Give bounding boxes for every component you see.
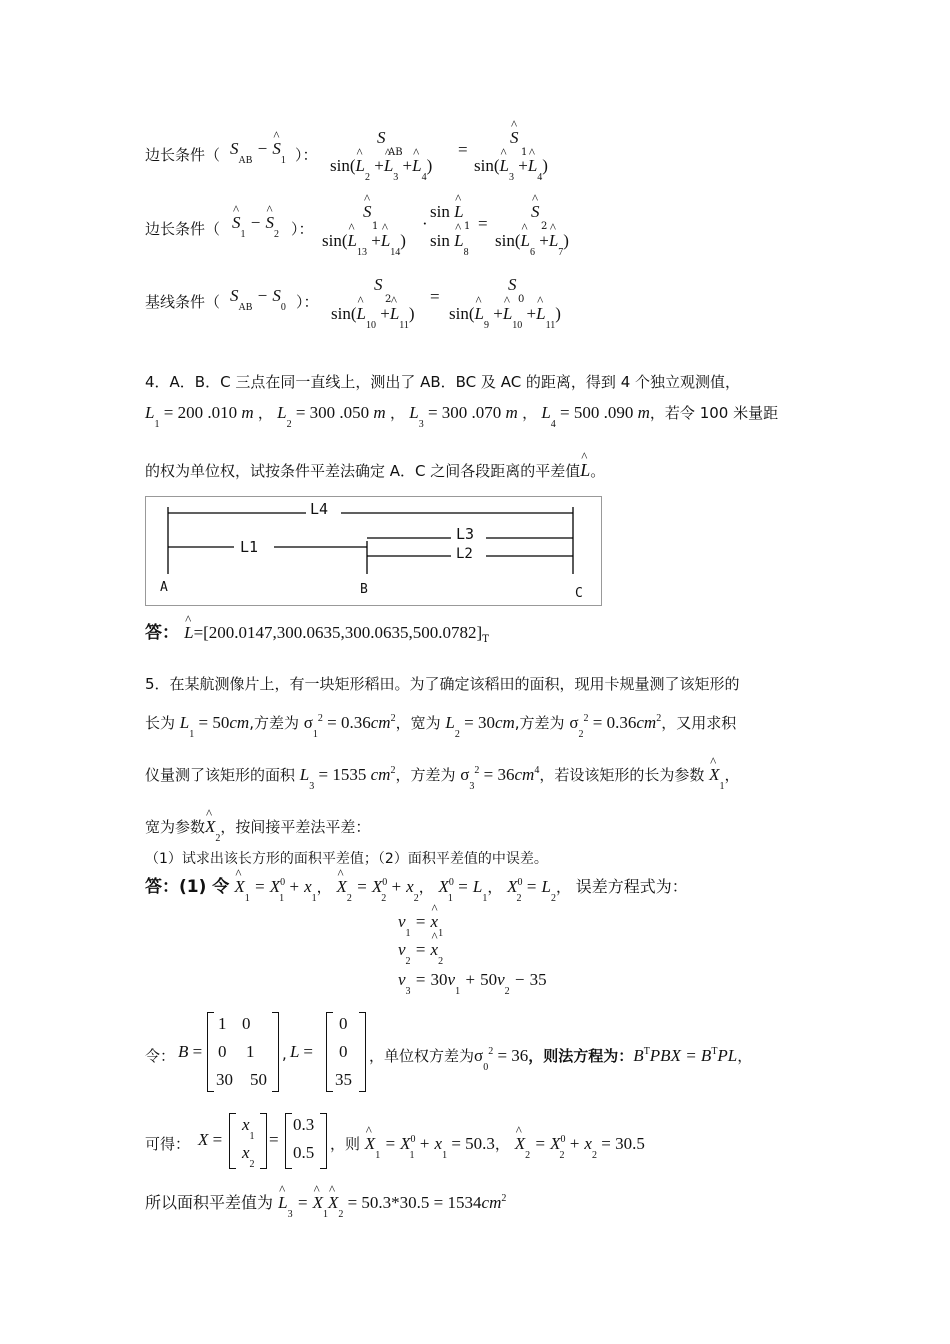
cond1-num1: S — [377, 128, 386, 147]
q5-final: 所以面积平差值为 ^ $L_3$ = ^ $X_1\^{}$ $X_2 = 50.3*30.5 = 1534cm^2$ — [145, 1190, 506, 1213]
q5-line3: 仪量测了该矩形的面积 $L_3 = 1535$ $cm^2$，方差为 $\sigma_3^2 = 36cm^4$，若设该矩形的长为参数 ^ $X_1$， — [145, 764, 740, 785]
cond3-num1: S — [374, 275, 383, 294]
err-eq-2: $v_2$ = ^ $x_2$ — [398, 940, 443, 960]
q5-unit-var: ，单位权方差为$\sigma_0^2 = 36$，则法方程为：$B^TPBX = B^TPL$， — [369, 1046, 753, 1073]
vector-x: $x_1$ $x_2$ — [229, 1113, 267, 1169]
cond1-num2: ^ S — [510, 128, 519, 148]
cond2-num1: ^ S — [363, 202, 372, 222]
cond1-label: 边长条件（ — [145, 146, 221, 164]
cond2-lhs: ^ $S_1$ − ^ $S_2$ — [232, 213, 279, 233]
q4-figure — [145, 496, 602, 606]
matrix-l-label: L = — [290, 1042, 313, 1061]
err-eq-3: $v_3 = 30v_1 + 50v_2 - 35$ — [398, 970, 547, 997]
q4-answer: 答： ^ $L=[200.0147,300.0635,300.0635,500.0782]_T$ — [145, 618, 489, 643]
matrix-b-label: B = — [178, 1042, 203, 1061]
matrix-l: 0 0 35 — [326, 1012, 366, 1092]
vector-x-value: 0.3 0.5 — [285, 1113, 327, 1169]
q5-ling: 令： — [145, 1047, 176, 1065]
cond2-close: ）： — [291, 220, 314, 238]
cond3-label: 基线条件（ — [145, 293, 221, 311]
eq-sign: = — [269, 1130, 279, 1149]
fig-point-a: A — [160, 580, 168, 595]
cond3-num2-sub: 0 — [518, 294, 525, 305]
err-eq-1: $v_1$ = ^ $x_1$ — [398, 912, 443, 932]
cond3-eq: = — [430, 287, 440, 306]
fig-label-l3: L3 — [456, 525, 475, 543]
cond3-den1: sin(^ $L_{10}$ +^ $L_{11}$) — [331, 304, 415, 324]
cond1-lhs: $S_{AB}$ − ^ $S_1$ — [230, 139, 286, 159]
q5-line2: 长为 $L_1 = 50cm$,方差为 $\sigma_1^2 = 0.36cm^2$，宽为 $L_2 = 30cm$,方差为 $\sigma_2^2 = 0.36cm^2$，又用求积 — [145, 713, 737, 740]
q5-kede: 可得： — [145, 1135, 191, 1153]
fig-label-l4: L4 — [310, 500, 329, 518]
cond3-close: ）： — [296, 293, 319, 311]
cond2-sin-num-sub: 1 — [464, 221, 471, 232]
q4-line1: 4．A．B．C 三点在同一直线上，测出了 AB．BC 及 AC 的距离，得到 4 个独立观测值， — [145, 373, 741, 391]
q5-line5: （1）试求出该长方形的面积平差值；（2）面积平差值的中误差。 — [145, 851, 548, 867]
fig-point-b: B — [360, 582, 368, 597]
cond1-eq: = — [458, 140, 468, 159]
fig-label-l1: L1 — [240, 538, 259, 556]
fig-point-c: C — [575, 586, 583, 601]
q5-solution: ，则 ^ $X_1 = X^0_1 + x_1 = 50.3$， ^ $X_2 = X^0_2 + x_2 = 30.5$ — [330, 1133, 645, 1154]
cond2-den2: sin(^ $L_6$ +^ $L_7$) — [495, 231, 569, 251]
fig-label-l2: L2 — [456, 546, 473, 562]
cond2-den1: sin(^ $L_{13}$ +^ $L_{14}$) — [322, 231, 406, 251]
cond1-close: ）： — [295, 146, 318, 164]
q4-line3: 的权为单位权，试按条件平差法确定 A．C 之间各段距离的平差值^ L。 — [145, 460, 605, 481]
cond3-num1-sub: 2 — [385, 294, 392, 305]
cond2-num1-sub: 1 — [372, 221, 379, 232]
cond1-num2-sub: 1 — [521, 147, 528, 158]
cond1-den1: sin(^ $L_2$ +^ $L_3$ +^ $L_4$) — [330, 156, 432, 176]
q5-line4: 宽为参数^ $X_2$，按间接平差法平差： — [145, 816, 370, 837]
q4-observations: $L_1 = 200$ .010 m ， $L_2 = 300$ .050 m ， $L_3 = 300$ .070 m ， $L_4 = 500$ .090 m，若令 100 米量距 — [145, 403, 779, 430]
cond2-label: 边长条件（ — [145, 220, 221, 238]
cond2-sin-den: sin ^ $L_8$ — [430, 231, 469, 251]
cond2-dot: · — [422, 214, 428, 233]
cond2-eq: = — [478, 214, 488, 233]
vec-x-label: X = — [198, 1130, 223, 1149]
q5-answer-line: 答：(1) 令 ^ $X_1 = X^0_1 + x_1$， ^ $X_2 = X^0_2 + x_2$， $X^0_1 = L_1$， $X^0_2 = L_2$， 误差方程式为： — [145, 872, 688, 897]
cond1-num1-sub: AB — [388, 147, 403, 158]
cond2-num2-sub: 2 — [541, 221, 548, 232]
matrix-b: 1 0 0 1 30 50 — [207, 1012, 279, 1092]
q5-line1: 5．在某航测像片上，有一块矩形稻田。为了确定该稻田的面积，现用卡规量测了该矩形的 — [145, 675, 740, 693]
comma-1: , — [282, 1045, 287, 1063]
q4-figure-svg — [146, 497, 601, 605]
cond2-sin-num: sin ^ L — [430, 202, 464, 222]
cond3-num2: S — [508, 275, 517, 294]
cond3-lhs: $S_{AB} - S_0$ — [230, 286, 286, 313]
cond3-den2: sin(^ $L_9$ +^ $L_{10}$ +^ $L_{11}$) — [449, 304, 561, 324]
cond1-den2: sin(^ $L_3$ +^ $L_4$) — [474, 156, 548, 176]
cond2-num2: ^ S — [531, 202, 540, 222]
